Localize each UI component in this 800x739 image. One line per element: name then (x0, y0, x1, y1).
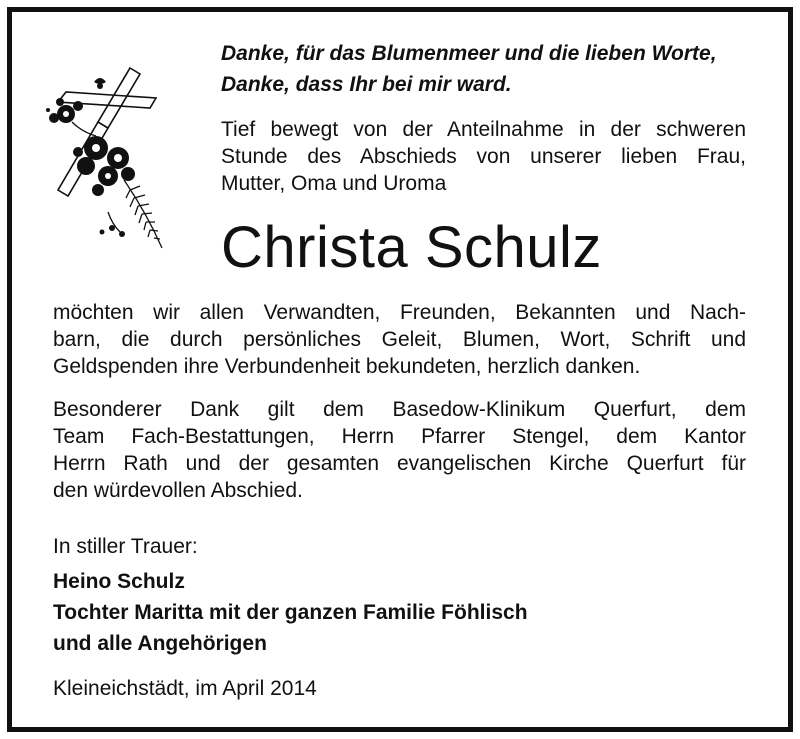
intro-line-3: Mutter, Oma und Uroma (221, 172, 447, 195)
thanks-line-2: Danke, dass Ihr bei mir ward. (221, 73, 512, 96)
paragraph-2-line-4: den würdevollen Abschied. (53, 479, 303, 502)
paragraph-1-line-3: Geldspenden ihre Verbundenheit bekundeten, herzlich danken. (53, 355, 641, 378)
signatory-2: Tochter Maritta mit der ganzen Familie Föhlisch (53, 601, 528, 624)
paragraph-1-line-2: barn, die durch persönliches Geleit, Blumen, Wort, Schrift und (53, 328, 746, 351)
signatory-1: Heino Schulz (53, 570, 185, 593)
intro-line-1: Tief bewegt von der Anteilnahme in der schweren (221, 118, 746, 141)
paragraph-2-line-2: Team Fach-Bestattungen, Herrn Pfarrer Stengel, dem Kantor (53, 425, 746, 448)
signatory-3: und alle Angehörigen (53, 632, 267, 655)
paragraph-2-line-1: Besonderer Dank gilt dem Basedow-Klinikum Querfurt, dem (53, 398, 746, 421)
deceased-name: Christa Schulz (221, 215, 602, 280)
thanks-line-1: Danke, für das Blumenmeer und die lieben Worte, (221, 42, 717, 65)
cross-with-roses-icon (38, 62, 170, 252)
mourning-heading: In stiller Trauer: (53, 535, 198, 558)
paragraph-2-line-3: Herrn Rath und der gesamten evangelischen Kirche Querfurt für (53, 452, 746, 475)
intro-line-2: Stunde des Abschieds von unserer lieben Frau, (221, 145, 746, 168)
paragraph-1-line-1: möchten wir allen Verwandten, Freunden, Bekannten und Nach- (53, 301, 746, 324)
place-date: Kleineichstädt, im April 2014 (53, 677, 317, 700)
